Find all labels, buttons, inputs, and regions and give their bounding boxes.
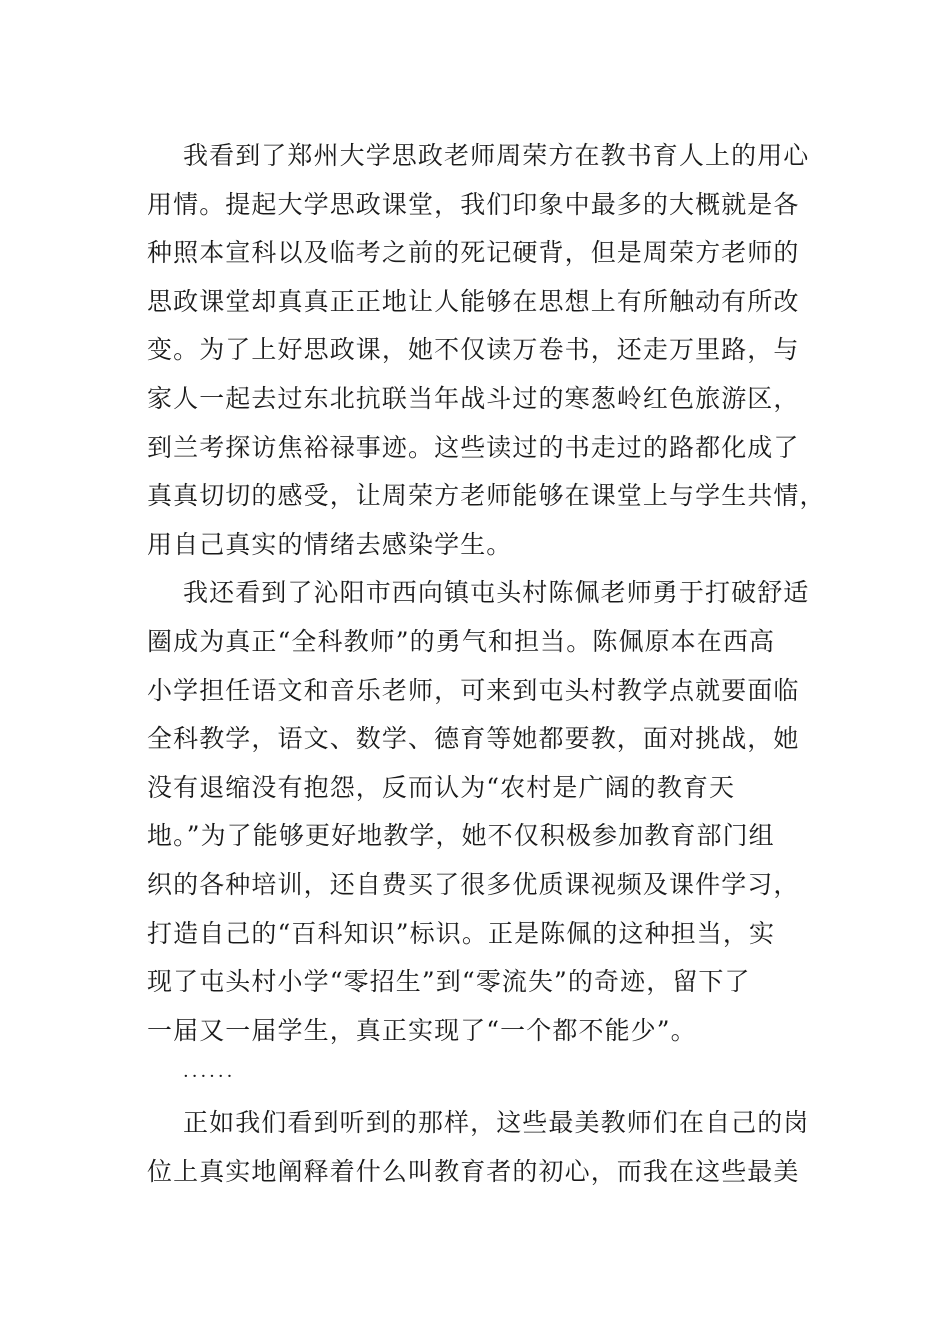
paragraph-3-line-1: 正如我们看到听到的那样，这些最美教师们在自己的岗 (183, 1108, 810, 1138)
paragraph-1-line-4: 思政课堂却真真正正地让人能够在思想上有所触动有所改 (147, 286, 800, 316)
paragraph-1-line-7: 到兰考探访焦裕禄事迹。这些读过的书走过的路都化成了 (147, 432, 800, 462)
paragraph-2-line-7: 织的各种培训，还自费买了很多优质课视频及课件学习， (147, 869, 800, 899)
paragraph-1-line-8: 真真切切的感受，让周荣方老师能够在课堂上与学生共情， (147, 481, 826, 511)
paragraph-2-line-3: 小学担任语文和音乐老师，可来到屯头村教学点就要面临 (147, 675, 800, 705)
paragraph-1-line-1: 我看到了郑州大学思政老师周荣方在教书育人上的用心 (183, 141, 810, 170)
paragraph-2-line-8: 打造自己的“百科知识”标识。正是陈佩的这种担当，实 (147, 918, 776, 948)
paragraph-1-line-9: 用自己真实的情绪去感染学生。 (147, 529, 513, 559)
paragraph-2-line-9: 现了屯头村小学“零招生”到“零流失”的奇迹，留下了 (147, 967, 751, 997)
paragraph-2-line-4: 全科教学，语文、数学、德育等她都要教，面对挑战，她 (147, 724, 800, 754)
paragraph-3-line-2: 位上真实地阐释着什么叫教育者的初心，而我在这些最美 (147, 1156, 800, 1186)
paragraph-2-line-6: 地。”为了能够更好地教学，她不仅积极参加教育部门组 (147, 821, 775, 851)
document-body (147, 132, 826, 1196)
paragraph-1-line-5: 变。为了上好思政课，她不仅读万卷书，还走万里路，与 (147, 335, 800, 365)
ellipsis-separator: ······ (183, 1066, 236, 1088)
paragraph-1-line-3: 种照本宣科以及临考之前的死记硬背，但是周荣方老师的 (147, 238, 800, 268)
paragraph-2-line-1: 我还看到了沁阳市西向镇屯头村陈佩老师勇于打破舒适 (183, 578, 810, 608)
paragraph-1-line-6: 家人一起去过东北抗联当年战斗过的寒葱岭红色旅游区， (147, 383, 800, 413)
paragraph-2-line-5: 没有退缩没有抱怨，反而认为“农村是广阔的教育天 (147, 772, 736, 802)
paragraph-2-line-10: 一届又一届学生，真正实现了“一个都不能少”。 (147, 1015, 697, 1045)
paragraph-2-line-2: 圈成为真正“全科教师”的勇气和担当。陈佩原本在西高 (147, 626, 776, 656)
paragraph-1-line-2: 用情。提起大学思政课堂，我们印象中最多的大概就是各 (147, 189, 800, 219)
